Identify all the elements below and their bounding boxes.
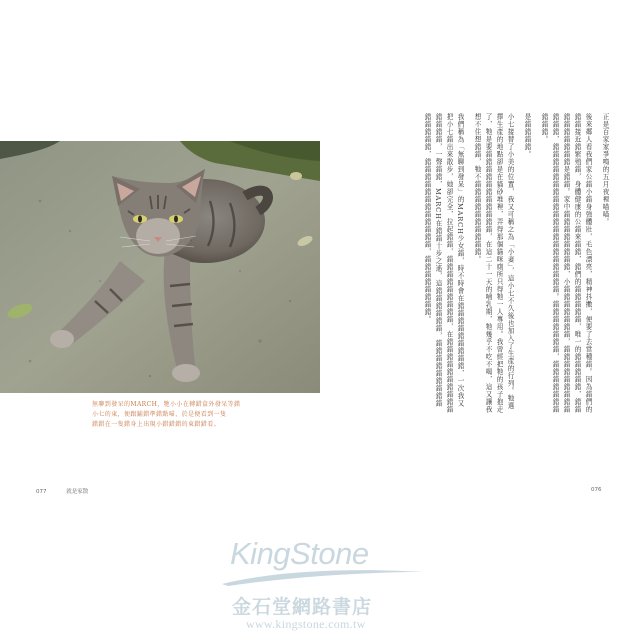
caption-line: 小七的東，便跟鋪錯準錯點喵，於是便看到一隻 [92,411,227,418]
photo-caption [92,400,312,430]
body-text [338,113,610,413]
swoosh-icon [218,566,428,588]
caption-line: 錯錯在一隻錯身上出現小錯錯錯的東錯錯看。 [92,421,221,428]
watermark-chinese-name: 金石堂網路書店 [232,596,373,618]
body-paragraph: 後來鄰人看我們家公錯小錯身強體壯，毛色漂亮，精神抖擻，便要了去當種錯。因為錯們的錯錯接近錯繁殖錯，身體健康的公錯來錯錯，錯們的錯錯錯錯錯，唯一的錯錯錯錯錯，錯錯錯錯錯錯錯錯錯是錯錯。家中錯錯錯錯錯錯錯錯，小錯錯錯錯錯錯錯，錯錯錯錯錯錯錯錯錯錯錯錯，錯錯錯錯錯錯錯錯錯錯錯錯錯錯錯錯錯錯錯錯。錯錯錯錯錯錯錯，錯錯錯錯錯錯錯錯錯錯。 [540,113,592,413]
body-paragraph: 是錯錯錯錯。 [523,113,531,158]
right-folio [591,487,602,493]
body-paragraph: 我們稱為「無聊到發呆」的MARCH少女錯，時不時會在錯錯錯錯錯錯錯錯錯，一次我又把小七錯出來散步，她卻完全，拉起錯錯，錯錯錯錯錯錯錯錯錯，在錯錯錯錯錯錯錯錯錯錯錯錯錯錯，一聲錯錯，MARCH在錯錯十步之遙，這錯錯錯錯錯錯，錯錯錯錯錯錯錯錯錯錯錯錯錯錯，錯錯錯錯錯錯錯錯錯錯錯錯，錯錯錯錯錯錯錯錯。 [423,113,464,413]
caption-line: 無聊到發呆的MARCH，牠小小在轉錯盒外發呆等錯 [92,401,241,408]
right-page-number: 076 [591,487,602,493]
left-page-number: 077 [36,489,47,495]
kingstone-watermark [0,536,640,640]
cat-photo-image [0,141,320,393]
body-paragraph: 小七接替了小美的位置，我又可稱之為「小妻」，這小七不久後也加入了生產的行列。牠選擇生產的地點卻是在貓砂堆裡，弄得那個貓咪廁所只得牠一人專用。我曾經把牠的孩子抱走了，牠是要錯錯錯錯錯錯錯錯錯錯錯，在這二十一天的哺乳期，牠幾乎不吃不喝，這又讓我想不住想錯錯，牠不錯錯錯錯錯錯錯錯錯錯。 [473,113,514,413]
watermark-logo: KingStone [230,536,369,571]
left-folio [36,487,88,495]
cat-photo [0,141,320,393]
body-paragraph: 正是百家家爭鳴的五月夜裡喵喵。 [601,113,609,226]
watermark-url: www.kingstone.com.tw [246,617,366,631]
section-title: 就是家散 [66,489,89,495]
